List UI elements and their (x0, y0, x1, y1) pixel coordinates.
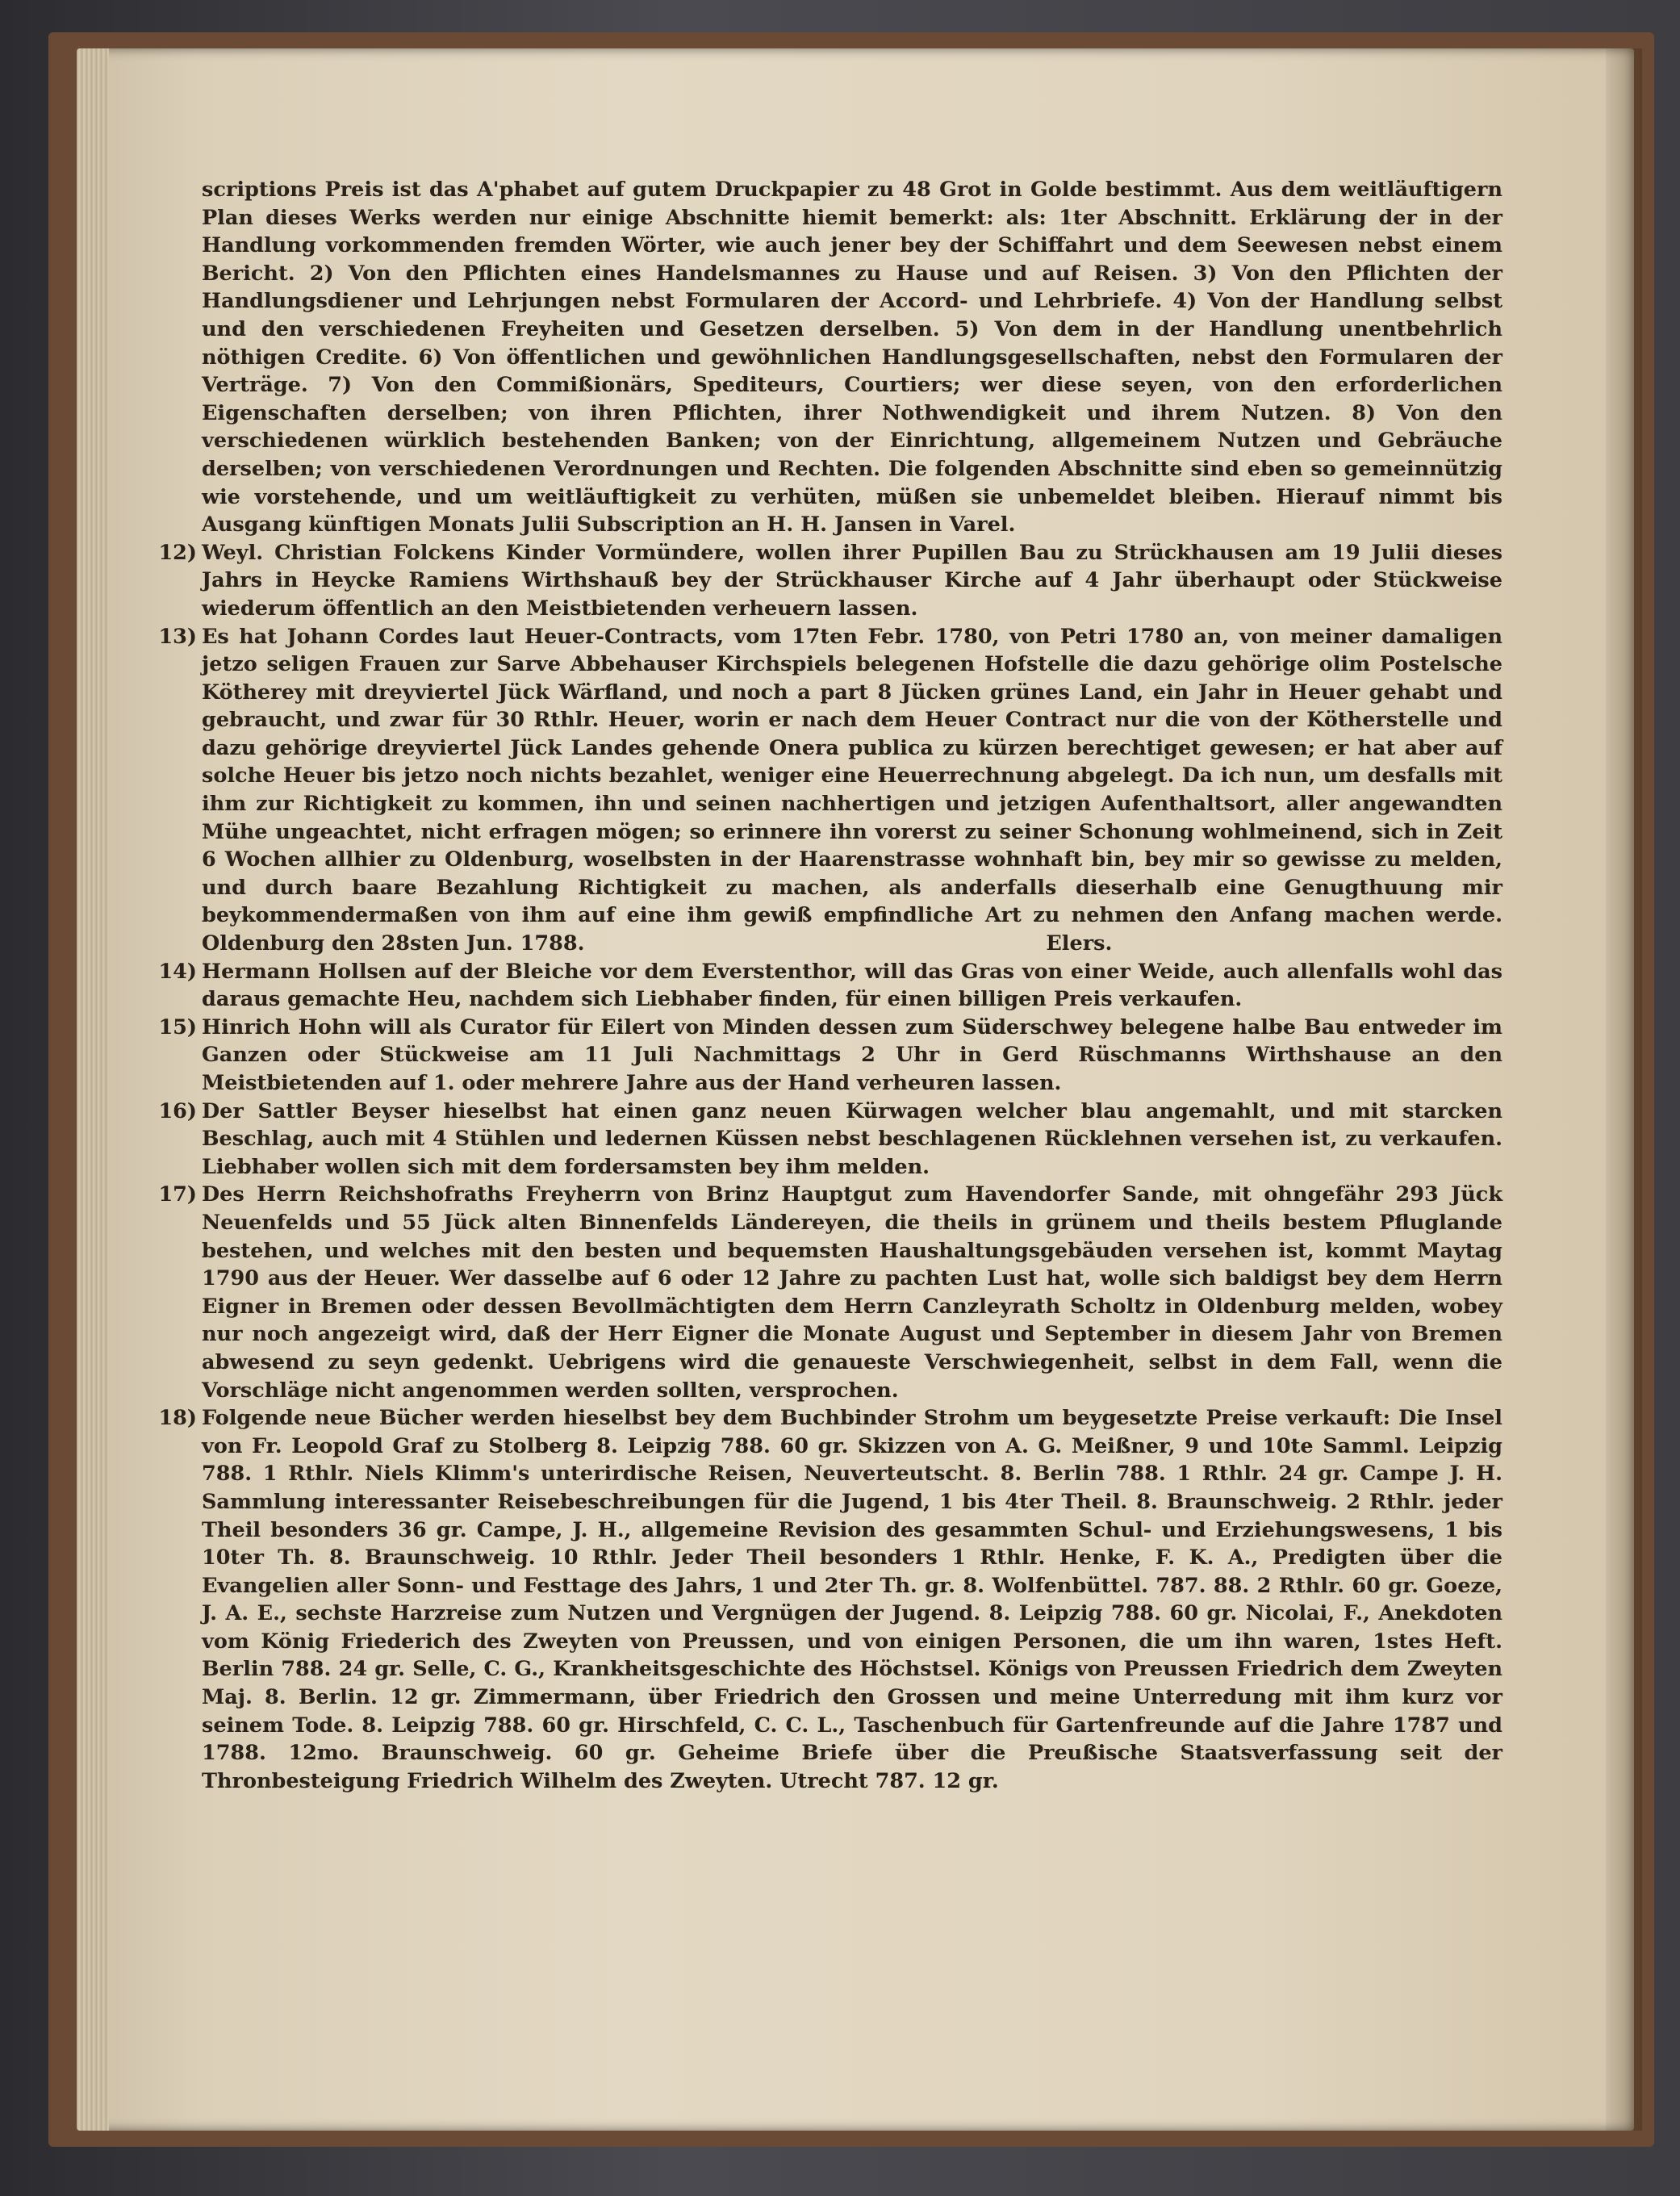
notice-text: Der Sattler Beyser hieselbst hat einen ganz neuen Kürwagen welcher blau angemahlt, und mit starcken Beschlag, auch mit 4 Stühlen und ledernen Küssen nebst beschlagenen Rücklehnen versehen ist, zu verkaufen. Liebhaber wollen sich mit dem fordersamsten bey ihm melden. (202, 1098, 1502, 1179)
notice-13 (158, 623, 1502, 958)
page-gutter (1606, 48, 1642, 2131)
notice-text: Hermann Hollsen auf der Bleiche vor dem Everstenthor, will das Gras von einer Weide, auch allenfalls wohl das daraus gemachte Heu, nachdem sich Liebhaber finden, für einen billigen Preis verkaufen. (202, 959, 1502, 1012)
notice-number: 18) (158, 1406, 197, 1431)
notice-number: 14) (158, 959, 197, 984)
notice-18 (158, 1404, 1502, 1795)
notice-16 (158, 1098, 1502, 1182)
notice-17 (158, 1181, 1502, 1404)
notice-number: 12) (158, 540, 197, 565)
notice-text: Weyl. Christian Folckens Kinder Vormündere, wollen ihrer Pupillen Bau zu Strückhausen am 19 Julii dieses Jahrs in Heycke Ramiens Wirthshauß bey der Strückhauser Kirche auf 4 Jahr überhaupt oder Stückweise wiederum öffentlich an den Meistbietenden verheuern lassen. (202, 540, 1502, 621)
notice-text: Des Herrn Reichshofraths Freyherrn von Brinz Hauptgut zum Havendorfer Sande, mit ohngefähr 293 Jück Neuenfelds und 55 Jück alten Binnenfelds Ländereyen, die theils in grünem und theils bestem Pfluglande bestehen, und welches mit den besten und bequemsten Haushaltungsgebäuden versehen ist, kommt Maytag 1790 aus der Heuer. Wer dasselbe auf 6 oder 12 Jahre zu pachten Lust hat, wolle sich baldigst bey dem Herrn Eigner in Bremen oder dessen Bevollmächtigten dem Herrn Canzleyrath Scholtz in Oldenburg melden, wobey nur noch angezeigt wird, daß der Herr Eigner die Monate August und September in diesem Jahr von Bremen abwesend zu seyn gedenkt. Uebrigens wird die genaueste Verschwiegenheit, selbst in dem Fall, wenn die Vorschläge nicht angenommen werden sollten, versprochen. (202, 1182, 1502, 1403)
notice-text: Es hat Johann Cordes laut Heuer-Contracts, vom 17ten Febr. 1780, von Petri 1780 an, von meiner damaligen jetzo seligen Frauen zur Sarve Abbehauser Kirchspiels belegenen Hofstelle die dazu gehörige olim Postelsche Kötherey mit dreyviertel Jück Wärfland, und noch a part 8 Jücken grünes Land, ein Jahr in Heuer gehabt und gebraucht, und zwar für 30 Rthlr. Heuer, worin er nach dem Heuer Contract nur die von der Kötherstelle und dazu gehörige dreyviertel Jück Landes gehende Onera publica zu kürzen berechtiget gewesen; er hat aber auf solche Heuer bis jetzo noch nichts bezahlet, weniger eine Heuerrechnung abgelegt. Da ich nun, um desfalls mit ihm zur Richtigkeit zu kommen, ihn und seinen nachhertigen und jetzigen Aufenthaltsort, aller angewandten Mühe ungeachtet, nicht erfragen mögen; so erinnere ihn vorerst zu seiner Schonung wohlmeinend, sich in Zeit 6 Wochen allhier zu Oldenburg, woselbsten in der Haarenstrasse wohnhaft bin, bey mir so gewisse zu melden, und durch baare Bezahlung Richtigkeit zu machen, als anderfalls dieserhalb eine Genugthuung mir beykommendermaßen von ihm auf eine ihm gewiß empfindliche Art zu nehmen den Anfang machen werde. Oldenburg den 28sten Jun. 1788. (202, 624, 1502, 956)
notice-number: 16) (158, 1098, 197, 1123)
notice-14 (158, 958, 1502, 1014)
page-text (158, 176, 1502, 1795)
notice-15 (158, 1014, 1502, 1098)
page-edges (77, 48, 109, 2131)
notice-number: 15) (158, 1014, 197, 1039)
notice-number: 13) (158, 624, 197, 649)
notice-text: Folgende neue Bücher werden hieselbst bey dem Buchbinder Strohm um beygesetzte Preise verkauft: Die Insel von Fr. Leopold Graf zu Stolberg 8. Leipzig 788. 60 gr. Skizzen von A. G. Meißner, 9 und 10te Samml. Leipzig 788. 1 Rthlr. Niels Klimm's unterirdische Reisen, Neuverteutscht. 8. Berlin 788. 1 Rthlr. 24 gr. Campe J. H. Sammlung interessanter Reisebeschreibungen für die Jugend, 1 bis 4ter Theil. 8. Braunschweig. 2 Rthlr. jeder Theil besonders 36 gr. Campe, J. H., allgemeine Revision des gesammten Schul- und Erziehungswesens, 1 bis 10ter Th. 8. Braunschweig. 10 Rthlr. Jeder Theil besonders 1 Rthlr. Henke, F. K. A., Predigten über die Evangelien aller Sonn- und Festtage des Jahrs, 1 und 2ter Th. gr. 8. Wolfenbüttel. 787. 88. 2 Rthlr. 60 gr. Goeze, J. A. E., sechste Harzreise zum Nutzen und Vergnügen der Jugend. 8. Leipzig 788. 60 gr. Nicolai, F., Anekdoten vom König Friederich des Zweyten von Preussen, und von einigen Personen, die um ihn waren, 1stes Heft. Berlin 788. 24 gr. Selle, C. G., Krankheitsgeschichte des Höchstsel. Königs von Preussen Friedrich dem Zweyten Maj. 8. Berlin. 12 gr. Zimmermann, über Friedrich den Grossen und meine Unterredung mit ihm kurz vor seinem Tode. 8. Leipzig 788. 60 gr. Hirschfeld, C. C. L., Taschenbuch für Gartenfreunde auf die Jahre 1787 und 1788. 12mo. Braunschweig. 60 gr. Geheime Briefe über die Preußische Staatsverfassung seit der Thronbesteigung Friedrich Wilhelm des Zweyten. Utrecht 787. 12 gr. (202, 1406, 1502, 1793)
notice-12 (158, 539, 1502, 623)
notice-number: 17) (158, 1182, 197, 1207)
notice-signature: Elers. (1046, 931, 1113, 956)
intro-paragraph: scriptions Preis ist das A'phabet auf gutem Druckpapier zu 48 Grot in Golde bestimmt. Aus dem weitläuftigern Plan dieses Werks werden nur einige Abschnitte hiemit bemerkt: als: 1ter Abschnitt. Erklärung der in der Handlung vorkommenden fremden Wörter, wie auch jener bey der Schiffahrt und dem Seewesen nebst einem Bericht. 2) Von den Pflichten eines Handelsmannes zu Hause und auf Reisen. 3) Von den Pflichten der Handlungsdiener und Lehrjungen nebst Formularen der Accord- und Lehrbriefe. 4) Von der Handlung selbst und den verschiedenen Freyheiten und Gesetzen derselben. 5) Von dem in der Handlung unentbehrlich nöthigen Credite. 6) Von öffentlichen und gewöhnlichen Handlungsgesellschaften, nebst den Formularen der Verträge. 7) Von den Commißionärs, Speditеurs, Courtiers; wer diese seyen, von den erforderlichen Eigenschaften derselben; von ihren Pflichten, ihrer Nothwendigkeit und ihrem Nutzen. 8) Von den verschiedenen würklich bestehenden Banken; von der Einrichtung, allgemeinem Nutzen und Gebräuche derselben; von verschiedenen Verordnungen und Rechten. Die folgenden Abschnitte sind eben so gemeinnützig wie vorstehende, und um weitläuftigkeit zu verhüten, müßen sie unbemeldet bleiben. Hierauf nimmt bis Ausgang künftigen Monats Julii Subscription an H. H. Jansen in Varel. (202, 178, 1502, 537)
notice-text: Hinrich Hohn will als Curator für Eilert von Minden dessen zum Süderschwey belegene halbe Bau entweder im Ganzen oder Stückweise am 11 Juli Nachmittags 2 Uhr in Gerd Rüschmanns Wirthshause an den Meistbietenden auf 1. oder mehrere Jahre aus der Hand verheuren lassen. (202, 1014, 1502, 1095)
